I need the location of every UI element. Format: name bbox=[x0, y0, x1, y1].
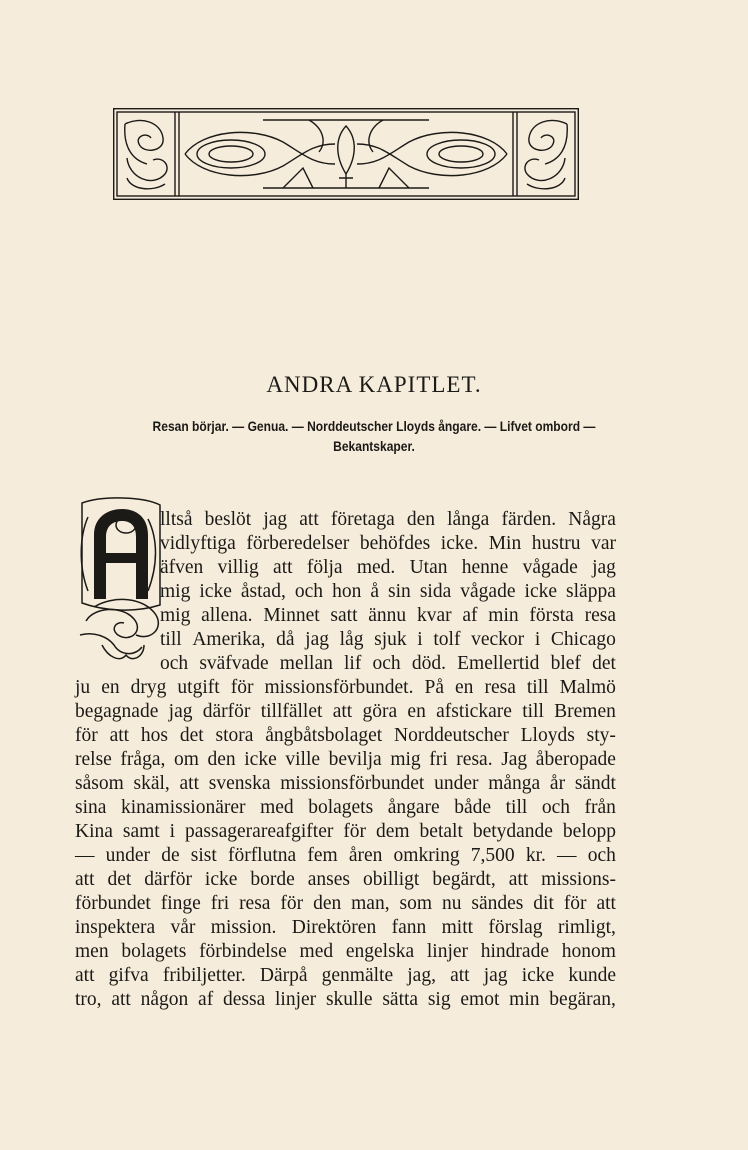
text-line-15: — under de sist förflutna fem åren omkring 7,500 kr. — och bbox=[75, 845, 616, 866]
text-line-2: vidlyftiga förberedelser behöfdes icke. Min hustru var bbox=[160, 533, 616, 554]
text-line-11: relse fråga, om den icke ville bevilja mig fri resa. Jag åberopade bbox=[75, 749, 616, 770]
summary-line: Bekantskaper. bbox=[333, 438, 415, 454]
text-line-17: förbundet finge fri resa för den man, som nu sändes dit för att bbox=[75, 893, 616, 914]
text-line-18: inspektera vår mission. Direktören fann mitt förslag rimligt, bbox=[75, 917, 616, 938]
text-line-12: såsom skäl, att svenska missionsförbundet under många år sändt bbox=[75, 773, 616, 794]
text-line-19: men bolagets förbindelse med engelska linjer hindrade honom bbox=[75, 941, 616, 962]
chapter-summary bbox=[138, 416, 609, 456]
header-ornament bbox=[113, 108, 579, 200]
text-line-16: att det därför icke borde anses obilligt begärdt, att missions- bbox=[75, 869, 616, 890]
text-line-1: lltså beslöt jag att företaga den långa färden. Några bbox=[160, 509, 616, 530]
text-line-8: ju en dryg utgift för missionsförbundet. På en resa till Malmö bbox=[75, 677, 616, 698]
text-line-7: och sväfvade mellan lif och död. Emellertid blef det bbox=[160, 653, 616, 674]
text-line-5: mig allena. Minnet satt ännu kvar af min första resa bbox=[160, 605, 616, 626]
chapter-title: ANDRA KAPITLET. bbox=[266, 372, 482, 397]
text-line-21: tro, att någon af dessa linjer skulle sätta sig emot min begäran, bbox=[75, 989, 616, 1010]
text-line-3: äfven villig att följa med. Utan henne vågade jag bbox=[160, 557, 616, 578]
text-line-6: till Amerika, då jag låg sjuk i tolf veckor i Chicago bbox=[160, 629, 616, 650]
text-line-4: mig icke åstad, och hon å sin sida vågade icke släppa bbox=[160, 581, 616, 602]
text-line-9: begagnade jag därför tillfället att göra en afstickare till Bremen bbox=[75, 701, 616, 722]
drop-cap-initial bbox=[74, 495, 166, 665]
text-line-13: sina kinamissionärer med bolagets ångare både till och från bbox=[75, 797, 616, 818]
summary-line: Resan börjar. — Genua. — Norddeutscher Lloyds ångare. — Lifvet ombord — bbox=[152, 418, 596, 434]
text-line-10: för att hos det stora ångbåtsbolaget Norddeutscher Lloyds sty- bbox=[75, 725, 616, 746]
text-line-20: att gifva fribiljetter. Därpå genmälte jag, att jag icke kunde bbox=[75, 965, 616, 986]
text-line-14: Kina samt i passagerareafgifter för dem betalt betydande belopp bbox=[75, 821, 616, 842]
